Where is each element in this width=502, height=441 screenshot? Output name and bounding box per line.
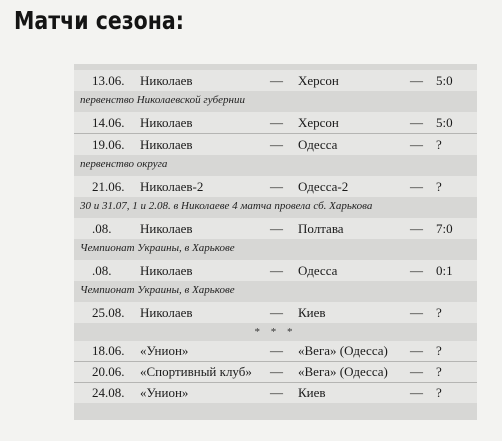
match-dash: — — [410, 385, 423, 400]
match-home-team: Николаев — [140, 305, 193, 320]
match-dash: — — [270, 73, 283, 88]
match-dash: — — [270, 385, 283, 400]
match-dash: — — [410, 179, 423, 194]
match-date: 25.08. — [92, 305, 125, 320]
match-away-team: Одесса — [298, 263, 338, 278]
match-note: Чемпионат Украины, в Харькове — [80, 284, 235, 296]
match-home-team: «Спортивный клуб» — [140, 364, 252, 379]
match-score: 5:0 — [436, 73, 453, 88]
match-note: 30 и 31.07, 1 и 2.08. в Николаеве 4 матча провела сб. Харькова — [80, 200, 373, 212]
match-away-team: Киев — [298, 385, 326, 400]
match-date: 14.06. — [92, 115, 125, 130]
match-dash: — — [410, 343, 423, 358]
match-dash: — — [410, 263, 423, 278]
match-dash: — — [270, 263, 283, 278]
match-date: 20.06. — [92, 364, 125, 379]
match-row — [74, 176, 477, 197]
match-home-team: Николаев — [140, 221, 193, 236]
match-dash: — — [270, 305, 283, 320]
match-home-team: «Унион» — [140, 385, 189, 400]
match-away-team: Херсон — [298, 115, 339, 130]
match-row — [74, 112, 477, 134]
match-date: 13.06. — [92, 73, 125, 88]
match-score: ? — [436, 385, 442, 400]
section-divider: * * * — [254, 326, 297, 338]
match-row — [74, 302, 477, 323]
match-date: 18.06. — [92, 343, 125, 358]
match-date: 24.08. — [92, 385, 125, 400]
match-home-team: Николаев — [140, 137, 193, 152]
match-score: 0:1 — [436, 263, 453, 278]
match-dash: — — [270, 179, 283, 194]
match-score: ? — [436, 137, 442, 152]
match-home-team: Николаев — [140, 73, 193, 88]
match-dash: — — [410, 137, 423, 152]
matches-table — [74, 70, 477, 403]
match-row — [74, 218, 477, 239]
match-note: первенство Николаевской губернии — [80, 94, 245, 106]
match-score: ? — [436, 305, 442, 320]
match-dash: — — [410, 115, 423, 130]
match-note: первенство округа — [80, 158, 168, 170]
match-dash: — — [270, 137, 283, 152]
match-date: 21.06. — [92, 179, 125, 194]
match-home-team: Николаев-2 — [140, 179, 204, 194]
match-away-team: «Вега» (Одесса) — [298, 364, 388, 379]
page-title: Матчи сезона: — [14, 6, 184, 35]
match-row — [74, 383, 477, 403]
match-note: Чемпионат Украины, в Харькове — [80, 242, 235, 254]
match-home-team: «Унион» — [140, 343, 189, 358]
match-away-team: Полтава — [298, 221, 344, 236]
match-dash: — — [270, 115, 283, 130]
match-away-team: Киев — [298, 305, 326, 320]
match-score: 5:0 — [436, 115, 453, 130]
match-score: ? — [436, 364, 442, 379]
match-away-team: Одесса-2 — [298, 179, 349, 194]
match-dash: — — [410, 221, 423, 236]
match-row — [74, 260, 477, 281]
match-row — [74, 134, 477, 155]
match-score: 7:0 — [436, 221, 453, 236]
match-dash: — — [270, 343, 283, 358]
match-dash: — — [410, 73, 423, 88]
match-score: ? — [436, 343, 442, 358]
match-date: 19.06. — [92, 137, 125, 152]
match-dash: — — [270, 221, 283, 236]
match-row — [74, 70, 477, 91]
match-home-team: Николаев — [140, 115, 193, 130]
match-date: .08. — [92, 263, 112, 278]
match-dash: — — [410, 364, 423, 379]
match-row — [74, 362, 477, 383]
match-dash: — — [410, 305, 423, 320]
match-dash: — — [270, 364, 283, 379]
match-score: ? — [436, 179, 442, 194]
match-date: .08. — [92, 221, 112, 236]
match-away-team: Херсон — [298, 73, 339, 88]
match-row — [74, 341, 477, 362]
match-away-team: «Вега» (Одесса) — [298, 343, 388, 358]
match-home-team: Николаев — [140, 263, 193, 278]
match-away-team: Одесса — [298, 137, 338, 152]
